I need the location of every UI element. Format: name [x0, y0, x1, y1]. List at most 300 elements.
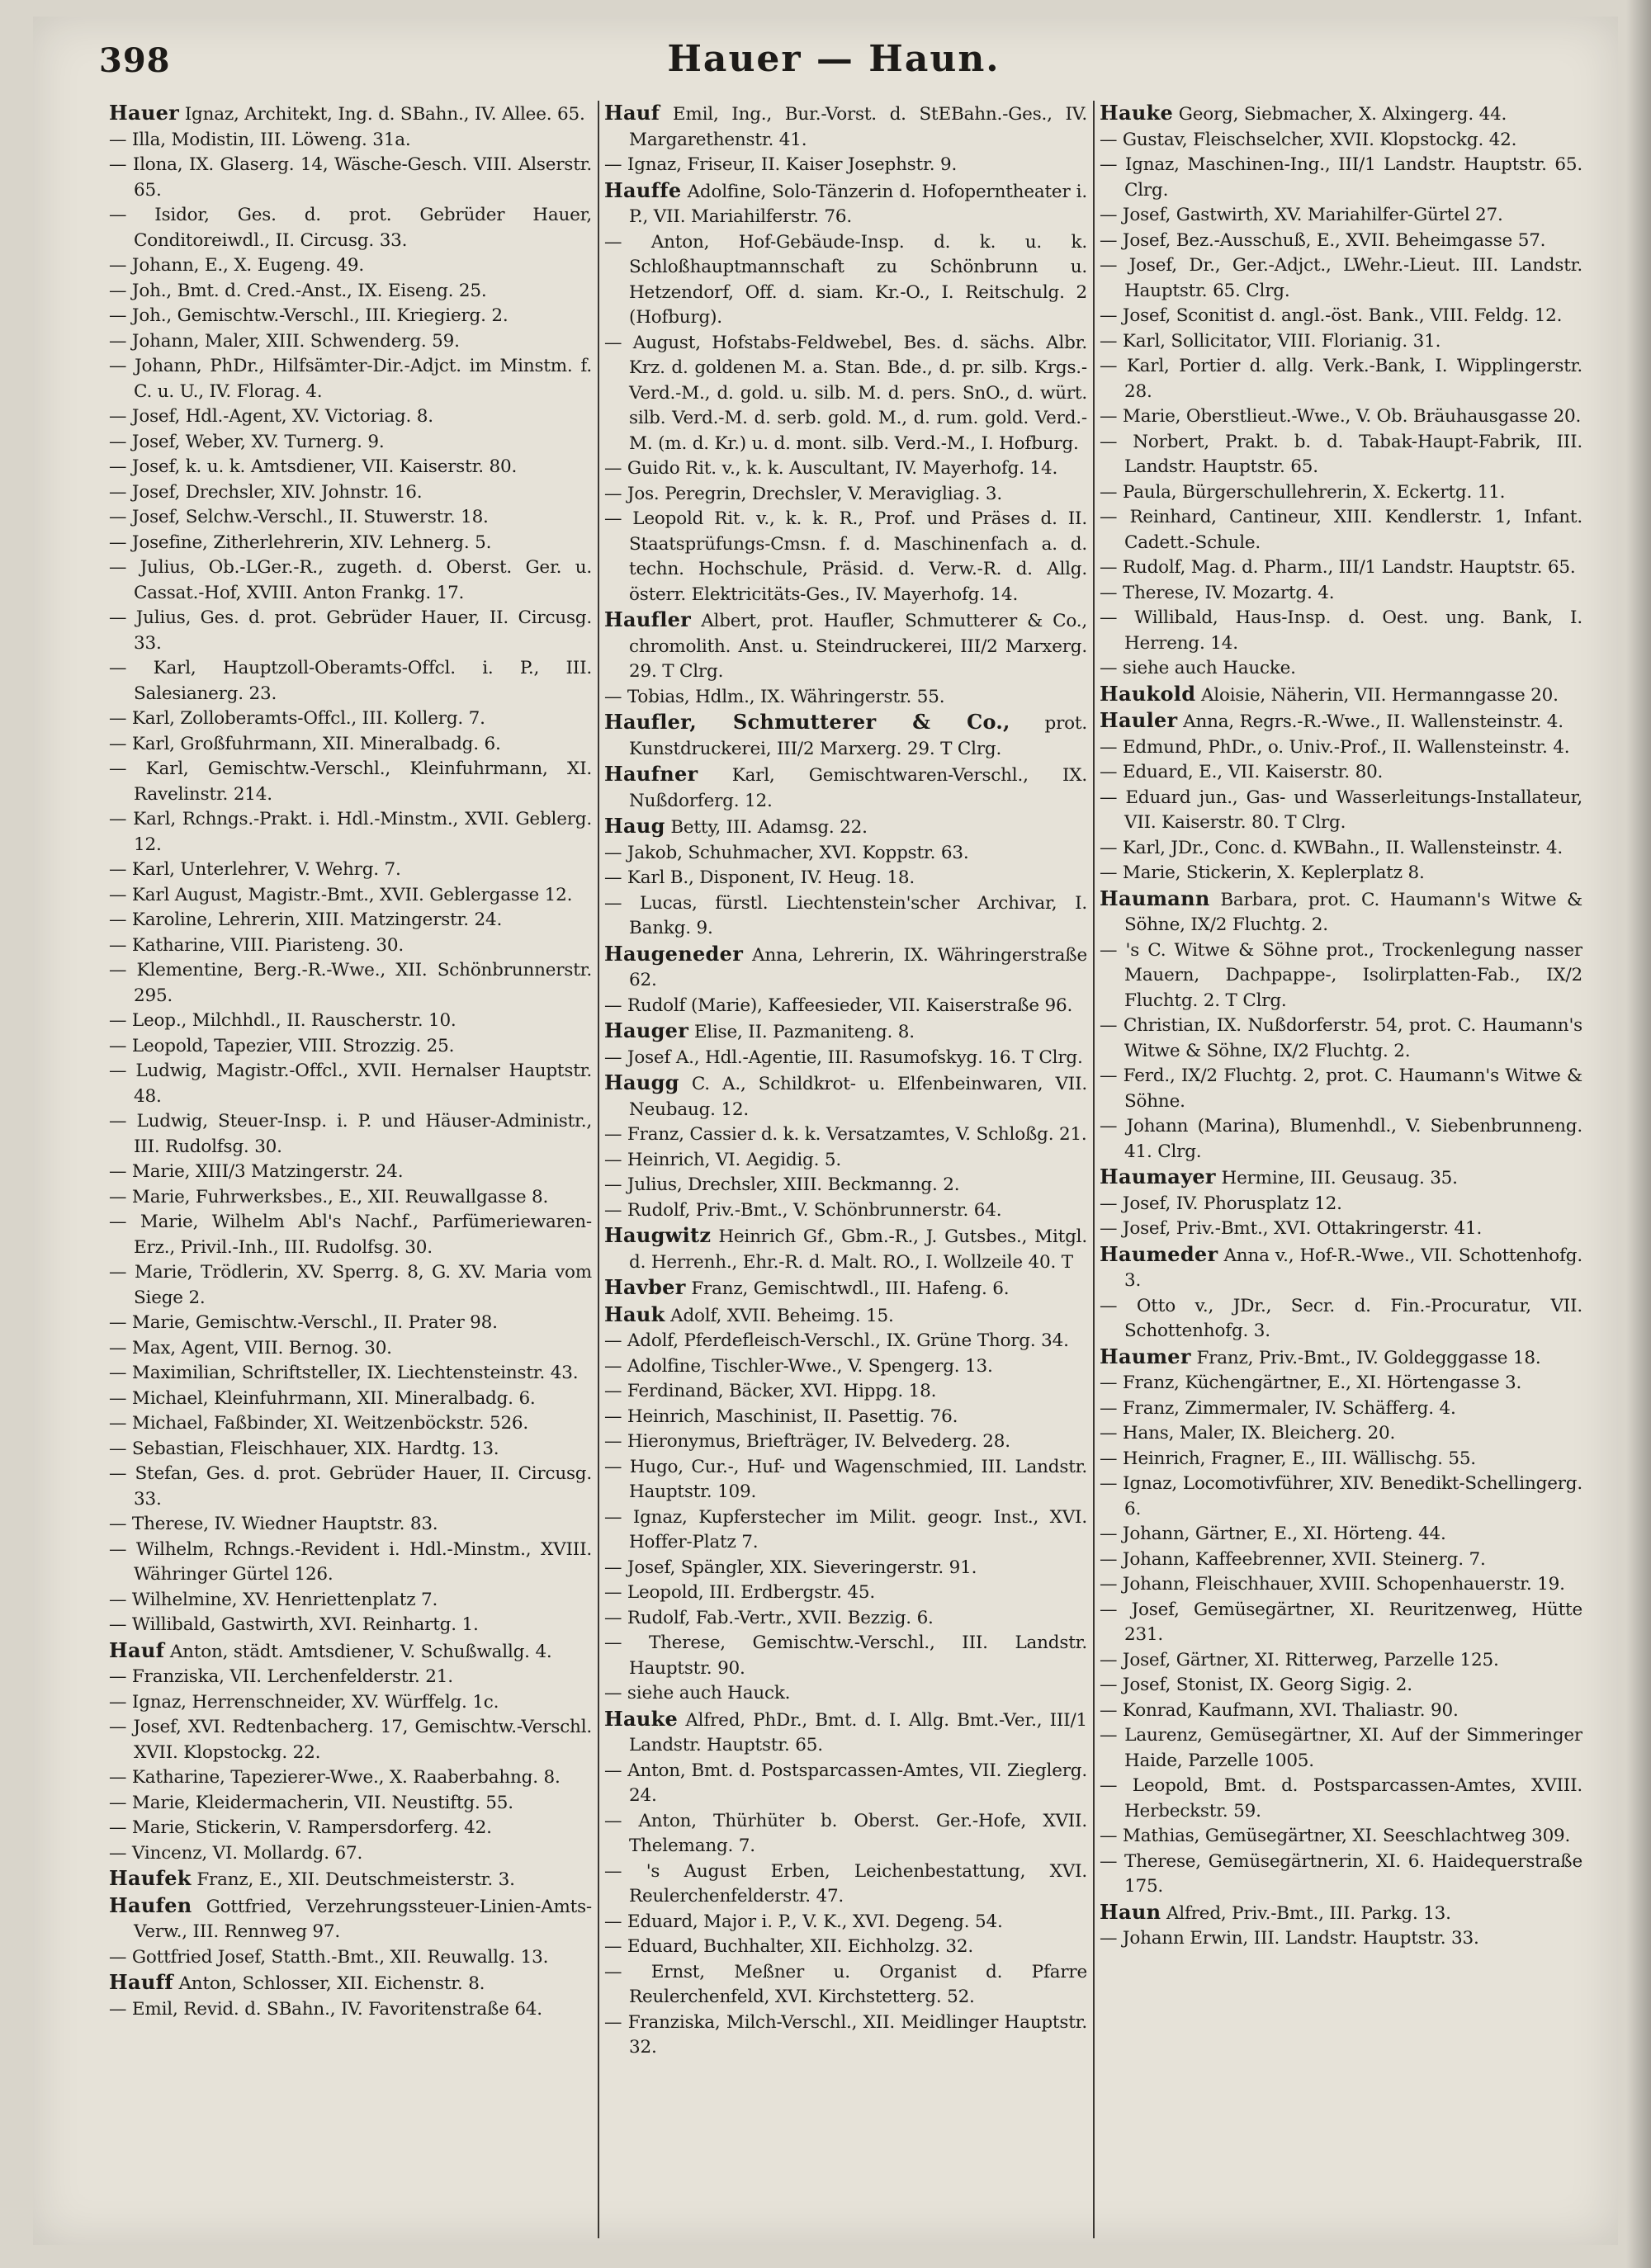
- entry-details: Anna, Lehrerin, IX. Währingerstraße 62.: [629, 944, 1087, 990]
- entry-details: — Adolf, Pferdefleisch-Verschl., IX. Grüne Thorg. 34.: [604, 1330, 1069, 1351]
- entry-surname: Haufen: [109, 1892, 192, 1917]
- directory-entry: [1100, 1850, 1582, 1900]
- directory-entry: [1100, 1699, 1582, 1724]
- directory-entry: [604, 1379, 1087, 1405]
- entry-details: Albert, prot. Haufler, Schmutterer & Co., chromolith. Anst. u. Steindruckerei, III/2 Marxerg. 29. T Clrg.: [629, 611, 1087, 682]
- entry-surname: Haumeder: [1100, 1241, 1218, 1266]
- entry-details: — Otto v., JDr., Secr. d. Fin.-Procuratur, VII. Schottenhofg. 3.: [1100, 1295, 1582, 1341]
- entry-details: — Illa, Modistin, III. Löweng. 31a.: [109, 129, 411, 150]
- entry-details: — Emil, Revid. d. SBahn., IV. Favoritenstraße 64.: [109, 1998, 542, 2020]
- directory-entry: [604, 1505, 1087, 1556]
- directory-entry: [1100, 682, 1582, 709]
- entry-details: — Tobias, Hdlm., IX. Währingerstr. 55.: [604, 686, 945, 707]
- entry-surname: Haufler: [604, 607, 692, 631]
- entry-surname: Haumer: [1100, 1344, 1191, 1368]
- entry-details: — Heinrich, Fragner, E., III. Wällischg. 55.: [1100, 1448, 1476, 1469]
- entry-surname: Havber: [604, 1275, 686, 1299]
- entry-details: — Josef, Weber, XV. Turnerg. 9.: [109, 431, 385, 452]
- directory-entry: [109, 757, 592, 807]
- directory-entry: [604, 942, 1087, 994]
- directory-entry: [109, 732, 592, 758]
- directory-entry: [109, 1945, 592, 1971]
- entry-details: — Eduard, Major i. P., V. K., XVI. Degeng. 54.: [604, 1911, 1003, 1932]
- entry-details: — Mathias, Gemüsegärtner, XI. Seeschlachtweg 309.: [1100, 1826, 1571, 1846]
- entry-details: — Karl, Sollicitator, VIII. Florianig. 31.: [1100, 330, 1441, 352]
- directory-entry: [109, 1311, 592, 1336]
- directory-entry: [604, 1070, 1087, 1122]
- entry-details: — Marie, Wilhelm Abl's Nachf., Parfümeriewaren-Erz., Privil.-Inh., III. Rudolfsg. 30.: [109, 1212, 592, 1258]
- directory-entry: [109, 404, 592, 430]
- directory-entry: [109, 1765, 592, 1791]
- directory-entry: [1100, 1522, 1582, 1547]
- entry-details: — Eduard jun., Gas- und Wasserleitungs-Installateur, VII. Kaiserstr. 80. T Clrg.: [1100, 787, 1582, 833]
- directory-entry: [604, 1556, 1087, 1581]
- directory-entry: [109, 279, 592, 305]
- directory-entry: [604, 841, 1087, 867]
- directory-entry: [109, 1437, 592, 1462]
- entry-details: — Ludwig, Steuer-Insp. i. P. und Häuser-Administr., III. Rudolfsg. 30.: [109, 1111, 592, 1157]
- entry-details: — Therese, Gemüsegärtnerin, XI. 6. Haidequerstraße 175.: [1100, 1850, 1582, 1897]
- directory-entry: [1100, 1294, 1582, 1344]
- entry-surname: Haumayer: [1100, 1165, 1216, 1188]
- directory-entry: [1100, 404, 1582, 430]
- entry-details: — Joh., Gemischtw.-Verschl., III. Kriegierg. 2.: [109, 305, 509, 326]
- entry-details: — Karl, Gemischtw.-Verschl., Kleinfuhrmann, XI. Ravelinstr. 214.: [109, 758, 592, 805]
- directory-entry: [604, 710, 1087, 762]
- entry-details: — Marie, Stickerin, V. Rampersdorferg. 42.: [109, 1817, 492, 1838]
- directory-entry: [604, 1046, 1087, 1071]
- entry-details: — Josef, Hdl.-Agent, XV. Victoriag. 8.: [109, 406, 433, 427]
- directory-entry: [1100, 505, 1582, 555]
- directory-entry: [1100, 1447, 1582, 1472]
- entry-details: — Marie, Gemischtw.-Verschl., II. Prater 98.: [109, 1312, 498, 1333]
- directory-entry: [1100, 1673, 1582, 1699]
- directory-entry: [109, 1690, 592, 1716]
- directory-entry: [604, 1759, 1087, 1809]
- directory-entry: [1100, 1064, 1582, 1114]
- entry-details: — Gustav, Fleischselcher, XVII. Klopstockg. 42.: [1100, 129, 1517, 150]
- entry-details: — Laurenz, Gemüsegärtner, XI. Auf der Simmeringer Haide, Parzelle 1005.: [1100, 1725, 1582, 1771]
- entry-details: — Stefan, Ges. d. prot. Gebrüder Hauer, II. Circusg. 33.: [109, 1463, 592, 1510]
- entry-details: — Josef, Stonist, IX. Georg Sigig. 2.: [1100, 1675, 1412, 1695]
- entry-details: — Rudolf (Marie), Kaffeesieder, VII. Kaiserstraße 96.: [604, 995, 1073, 1016]
- directory-entry: [109, 1893, 592, 1945]
- directory-entry: [1100, 480, 1582, 506]
- directory-entry: [1100, 1114, 1582, 1165]
- directory-entry: [604, 814, 1087, 841]
- entry-details: — Hieronymus, Briefträger, IV. Belvederg. 28.: [604, 1431, 1010, 1452]
- entry-details: — 's August Erben, Leichenbestattung, XVI. Reulerchenfelderstr. 47.: [604, 1860, 1087, 1907]
- directory-entry: [604, 1148, 1087, 1174]
- directory-entry: [109, 1866, 592, 1893]
- directory-entry: [109, 958, 592, 1009]
- entry-details: — Karl, Portier d. allg. Verk.-Bank, I. Wipplingerstr. 28.: [1100, 356, 1582, 402]
- directory-entry: [1100, 1572, 1582, 1598]
- entry-details: — Jakob, Schuhmacher, XVI. Koppstr. 63.: [604, 842, 969, 863]
- entry-details: Franz, E., XII. Deutschmeisterstr. 3.: [196, 1869, 515, 1890]
- directory-entry: [109, 101, 592, 128]
- entry-surname: Haugwitz: [604, 1223, 712, 1247]
- directory-entry: [1100, 1547, 1582, 1573]
- directory-entry: [109, 807, 592, 858]
- entry-details: — Franziska, Milch-Verschl., XII. Meidlinger Hauptstr. 32.: [604, 2011, 1087, 2058]
- entry-surname: Hauf: [109, 1637, 165, 1662]
- entry-details: — Katharine, VIII. Piaristeng. 30.: [109, 934, 404, 956]
- entry-details: — Heinrich, VI. Aegidig. 5.: [604, 1149, 842, 1170]
- directory-entry: [109, 1715, 592, 1765]
- entry-details: — Josef, XVI. Redtenbacherg. 17, Gemischtw.-Verschl. XVII. Klopstockg. 22.: [109, 1717, 592, 1763]
- directory-entry: [1100, 735, 1582, 761]
- entry-details: — Karoline, Lehrerin, XIII. Matzingerstr. 24.: [109, 910, 503, 930]
- binding-shadow: [1626, 0, 1651, 2268]
- directory-entry: [109, 1260, 592, 1311]
- directory-entry: [109, 1791, 592, 1817]
- directory-entry: [109, 1160, 592, 1185]
- entry-details: — Franziska, VII. Lerchenfelderstr. 21.: [109, 1666, 453, 1687]
- directory-entry: [109, 1665, 592, 1690]
- entry-details: — Karl, Rchngs.-Prakt. i. Hdl.-Minstm., XVII. Geblerg. 12.: [109, 809, 592, 855]
- directory-entry: [604, 1606, 1087, 1632]
- directory-entry: [604, 1455, 1087, 1505]
- directory-entry: [109, 153, 592, 203]
- directory-entry: [1100, 1472, 1582, 1522]
- directory-entry: [1100, 886, 1582, 938]
- directory-entry: [604, 1960, 1087, 2010]
- entry-details: Franz, Priv.-Bmt., IV. Goldegggasse 18.: [1196, 1347, 1541, 1368]
- entry-details: — Anton, Bmt. d. Postsparcassen-Amtes, VII. Zieglerg. 24.: [604, 1760, 1087, 1806]
- directory-entry: [109, 1411, 592, 1437]
- entry-details: — Josef, Drechsler, XIV. Johnstr. 16.: [109, 481, 423, 503]
- entry-details: C. A., Schildkrot- u. Elfenbeinwaren, VII. Neubaug. 12.: [629, 1074, 1087, 1120]
- entry-details: — Ludwig, Magistr.-Offcl., XVII. Hernalser Hauptstr. 48.: [109, 1061, 592, 1107]
- directory-entry: [1100, 1598, 1582, 1648]
- directory-entry: [1100, 581, 1582, 607]
- entry-details: Aloisie, Näherin, VII. Hermanngasse 20.: [1200, 684, 1559, 706]
- column-divider: [1093, 101, 1095, 2238]
- entry-details: Gottfried, Verzehrungssteuer-Linien-Amts-Verw., III. Rennweg 97.: [134, 1896, 592, 1942]
- entry-details: — Franz, Zimmermaler, IV. Schäfferg. 4.: [1100, 1397, 1456, 1419]
- entry-details: Franz, Gemischtwdl., III. Hafeng. 6.: [691, 1278, 1010, 1299]
- directory-entry: [109, 858, 592, 883]
- entry-details: — Michael, Kleinfuhrmann, XII. Mineralbadg. 6.: [109, 1387, 536, 1409]
- entry-details: — Karl August, Magistr.-Bmt., XVII. Geblergasse 12.: [109, 884, 573, 905]
- directory-entry: [109, 430, 592, 456]
- directory-entry: [109, 933, 592, 959]
- directory-entry: [1100, 1774, 1582, 1824]
- entry-details: Alfred, PhDr., Bmt. d. I. Allg. Bmt.-Ver., III/1 Landstr. Hauptstr. 65.: [629, 1709, 1087, 1755]
- entry-details: — Josef, Spängler, XIX. Sieveringerstr. 91.: [604, 1557, 977, 1578]
- entry-details: Emil, Ing., Bur.-Vorst. d. StEBahn.-Ges., IV. Margarethenstr. 41.: [629, 104, 1087, 150]
- entry-details: Anton, städt. Amtsdiener, V. Schußwallg. 4.: [169, 1641, 552, 1662]
- entry-details: — Josef, Gärtner, XI. Ritterweg, Parzelle 125.: [1100, 1649, 1499, 1670]
- entry-details: — Rudolf, Mag. d. Pharm., III/1 Landstr. Hauptstr. 65.: [1100, 557, 1576, 578]
- directory-entry: [1100, 354, 1582, 404]
- directory-entry: [604, 456, 1087, 482]
- entry-details: — Wilhelm, Rchngs.-Revident i. Hdl.-Minstm., XVIII. Währinger Gürtel 126.: [109, 1538, 592, 1585]
- entry-details: — Guido Rit. v., k. k. Auscultant, IV. Mayerhofg. 14.: [604, 458, 1058, 479]
- directory-entry: [604, 762, 1087, 814]
- entry-surname: Haumann: [1100, 886, 1210, 910]
- entry-details: — Josef, IV. Phorusplatz 12.: [1100, 1193, 1342, 1214]
- directory-entry: [1100, 304, 1582, 329]
- entry-details: — Lucas, fürstl. Liechtenstein'scher Archivar, I. Bankg. 9.: [604, 892, 1087, 938]
- directory-entry: [1100, 938, 1582, 1014]
- entry-details: Barbara, prot. C. Haumann's Witwe & Söhne, IX/2 Fluchtg. 2.: [1124, 889, 1582, 935]
- entry-details: — Josef, Gemüsegärtner, XI. Reuritzenweg, Hütte 231.: [1100, 1599, 1582, 1645]
- directory-entry: [1100, 329, 1582, 355]
- directory-entry: [1100, 128, 1582, 154]
- entry-details: Anton, Schlosser, XII. Eichenstr. 8.: [178, 1973, 485, 1994]
- directory-entry: [604, 507, 1087, 607]
- column-3: [1100, 101, 1582, 2238]
- entry-details: — August, Hofstabs-Feldwebel, Bes. d. sächs. Albr. Krz. d. goldenen M. a. Stan. Bde., d. pr. silb. Krgs.-Verd.-M., d. gold. u. silb. M. d. pers. SnO., d. würt. silb. Verd.-M. d. serb. gold. M., d. rum. gold. Verd.-M. (m. d. Kr.) u. d. mont. silb. Verd.-M., I. Hofburg.: [604, 332, 1087, 454]
- directory-entry: [109, 329, 592, 355]
- entry-surname: Haufler, Schmutterer & Co.,: [604, 710, 1010, 734]
- entry-details: — Leopold Rit. v., k. k. R., Prof. und Präses d. II. Staatsprüfungs-Cmsn. f. d. Maschinenfach a. d. techn. Hochschule, Präsid. d. Verw.-R. d. Allg. österr. Elektricitäts-Ges., IV. Mayerhofg. 14.: [604, 508, 1087, 605]
- directory-entry: [109, 480, 592, 506]
- entry-details: — Eduard, E., VII. Kaiserstr. 80.: [1100, 762, 1384, 782]
- directory-entry: [1100, 1242, 1582, 1294]
- entry-surname: Hauk: [604, 1302, 665, 1326]
- entry-details: — Julius, Ges. d. prot. Gebrüder Hauer, II. Circusg. 33.: [109, 607, 592, 654]
- directory-entry: [1100, 1421, 1582, 1447]
- directory-entry: [109, 1059, 592, 1109]
- directory-entry: [109, 1361, 592, 1387]
- entry-details: — Wilhelmine, XV. Henriettenplatz 7.: [109, 1589, 438, 1610]
- entry-details: — Ignaz, Maschinen-Ing., III/1 Landstr. Hauptstr. 65. Clrg.: [1100, 154, 1582, 201]
- entry-details: — Sebastian, Fleischhauer, XIX. Hardtg. 13.: [109, 1438, 499, 1459]
- entry-details: — 's C. Witwe & Söhne prot., Trockenlegung nasser Mauern, Dachpappe-, Isolirplatten-Fab., IX/2 Fluchtg. 2. T Clrg.: [1100, 939, 1582, 1011]
- entry-details: — Josef, k. u. k. Amtsdiener, VII. Kaiserstr. 80.: [109, 456, 518, 477]
- entry-details: — Reinhard, Cantineur, XIII. Kendlerstr. 1, Infant. Cadett.-Schule.: [1100, 507, 1582, 553]
- directory-entry: [109, 1512, 592, 1538]
- directory-entry: [1100, 253, 1582, 304]
- directory-entry: [1100, 1344, 1582, 1372]
- directory-entry: [604, 101, 1087, 153]
- directory-entry: [109, 354, 592, 404]
- directory-entry: [109, 883, 592, 909]
- directory-entry: [604, 1018, 1087, 1046]
- directory-entry: [604, 1681, 1087, 1707]
- entry-details: — siehe auch Haucke.: [1100, 658, 1296, 678]
- entry-details: — Julius, Ob.-LGer.-R., zugeth. d. Oberst. Ger. u. Cassat.-Hof, XVIII. Anton Frankg. 17.: [109, 557, 592, 603]
- running-head: Hauer — Haun.: [667, 38, 1001, 80]
- directory-entry: [109, 128, 592, 154]
- entry-details: — Marie, Fuhrwerksbes., E., XII. Reuwallgasse 8.: [109, 1186, 549, 1207]
- entry-details: — Johann, Maler, XIII. Schwenderg. 59.: [109, 330, 460, 352]
- directory-entry: [109, 1185, 592, 1211]
- directory-entry: [604, 1429, 1087, 1455]
- entry-surname: Haun: [1100, 1899, 1161, 1924]
- entry-surname: Haugg: [604, 1070, 679, 1094]
- entry-details: Anna, Regrs.-R.-Wwe., II. Wallensteinstr. 4.: [1183, 711, 1563, 732]
- directory-entry: [604, 1809, 1087, 1859]
- entry-details: — Marie, Trödlerin, XV. Sperrg. 8, G. XV. Maria vom Siege 2.: [109, 1262, 592, 1308]
- directory-entry: [1100, 708, 1582, 735]
- entry-details: — Karl, JDr., Conc. d. KWBahn., II. Wallensteinstr. 4.: [1100, 837, 1563, 858]
- directory-entry: [109, 455, 592, 480]
- entry-details: — Klementine, Berg.-R.-Wwe., XII. Schönbrunnerstr. 295.: [109, 960, 592, 1006]
- directory-entry: [1100, 656, 1582, 682]
- entry-surname: Haufek: [109, 1866, 192, 1890]
- entry-details: — Marie, XIII/3 Matzingerstr. 24.: [109, 1161, 404, 1182]
- entry-details: — Ferd., IX/2 Fluchtg. 2, prot. C. Haumann's Witwe & Söhne.: [1100, 1065, 1582, 1112]
- entry-details: — Jos. Peregrin, Drechsler, V. Meravigliag. 3.: [604, 483, 1002, 504]
- directory-entry: [1100, 1165, 1582, 1192]
- directory-entry: [604, 482, 1087, 508]
- entry-details: — Leopold, Bmt. d. Postsparcassen-Amtes, XVIII. Herbeckstr. 59.: [1100, 1775, 1582, 1821]
- entry-surname: Haug: [604, 814, 665, 838]
- directory-entry: [604, 607, 1087, 685]
- directory-entry: [109, 203, 592, 253]
- directory-entry: [604, 1122, 1087, 1148]
- directory-entry: [1100, 430, 1582, 480]
- entry-details: — Karl, Großfuhrmann, XII. Mineralbadg. 6.: [109, 733, 501, 754]
- entry-details: — Norbert, Prakt. b. d. Tabak-Haupt-Fabrik, III. Landstr. Hauptstr. 65.: [1100, 431, 1582, 477]
- directory-entry: [604, 1198, 1087, 1224]
- directory-entry: [109, 1538, 592, 1588]
- entry-details: — Vincenz, VI. Mollardg. 67.: [109, 1842, 363, 1864]
- entry-details: — Ignaz, Herrenschneider, XV. Würffelg. 1c.: [109, 1691, 499, 1713]
- entry-details: — Franz, Küchengärtner, E., XI. Hörtengasse 3.: [1100, 1373, 1522, 1393]
- entry-details: — Josef, Gastwirth, XV. Mariahilfer-Gürtel 27.: [1100, 205, 1503, 225]
- entry-details: — Karl, Zolloberamts-Offcl., III. Kollerg. 7.: [109, 708, 485, 729]
- entry-details: — Max, Agent, VIII. Bernog. 30.: [109, 1337, 392, 1358]
- entry-surname: Hauer: [109, 101, 180, 125]
- page-header: [74, 35, 1593, 92]
- directory-entry: [1100, 1900, 1582, 1927]
- entry-details: — Johann Erwin, III. Landstr. Hauptstr. 33.: [1100, 1928, 1479, 1949]
- directory-entry: [1100, 1192, 1582, 1217]
- column-divider: [598, 101, 599, 2238]
- directory-entry: [109, 1387, 592, 1412]
- entry-surname: Hauf: [604, 101, 660, 125]
- entry-surname: Hauger: [604, 1018, 689, 1042]
- entry-details: — Johann, Kaffeebrenner, XVII. Steinerg. 7.: [1100, 1548, 1486, 1570]
- entry-details: — Paula, Bürgerschullehrerin, X. Eckertg. 11.: [1100, 481, 1506, 503]
- directory-entry: [604, 1329, 1087, 1354]
- directory-entry: [1100, 1014, 1582, 1064]
- entry-details: Alfred, Priv.-Bmt., III. Parkg. 13.: [1166, 1902, 1451, 1924]
- directory-entry: [109, 1336, 592, 1362]
- directory-entry: [109, 1841, 592, 1867]
- directory-entry: [109, 706, 592, 732]
- directory-entry: [1100, 1371, 1582, 1396]
- directory-entry: [604, 1859, 1087, 1910]
- entry-details: — Josefine, Zitherlehrerin, XIV. Lehnerg. 5.: [109, 532, 492, 553]
- entry-details: prot. Kunstdruckerei, III/2 Marxerg. 29. T Clrg.: [629, 713, 1087, 759]
- directory-entry: [604, 331, 1087, 457]
- entry-details: — Adolfine, Tischler-Wwe., V. Spengerg. 13.: [604, 1355, 993, 1377]
- directory-entry: [109, 606, 592, 656]
- entry-details: — Josef, Bez.-Ausschuß, E., XVII. Beheimgasse 57.: [1100, 229, 1546, 251]
- directory-entry: [109, 555, 592, 606]
- entry-details: — Katharine, Tapezierer-Wwe., X. Raaberbahng. 8.: [109, 1767, 561, 1788]
- directory-entry: [604, 1405, 1087, 1430]
- directory-entry: [109, 1034, 592, 1060]
- entry-details: — Josef, Selchw.-Verschl., II. Stuwerstr. 18.: [109, 507, 489, 527]
- directory-entry: [109, 1816, 592, 1841]
- entry-details: — Willibald, Haus-Insp. d. Oest. ung. Bank, I. Herreng. 14.: [1100, 607, 1582, 654]
- directory-entry: [109, 1997, 592, 2023]
- entry-details: Georg, Siebmacher, X. Alxingerg. 44.: [1178, 104, 1507, 125]
- entry-details: — Leop., Milchhdl., II. Rauscherstr. 10.: [109, 1010, 457, 1031]
- directory-entry: [109, 1009, 592, 1034]
- entry-details: — Christian, IX. Nußdorferstr. 54, prot. C. Haumann's Witwe & Söhne, IX/2 Fluchtg. 2.: [1100, 1015, 1582, 1061]
- directory-entry: [1100, 153, 1582, 203]
- entry-surname: Haukold: [1100, 681, 1196, 706]
- directory-entry: [604, 1631, 1087, 1681]
- directory-entry: [604, 153, 1087, 178]
- entry-surname: Haufner: [604, 762, 698, 786]
- directory-entry: [604, 2010, 1087, 2061]
- entry-details: — Johann (Marina), Blumenhdl., V. Siebenbrunneng. 41. Clrg.: [1100, 1116, 1582, 1162]
- entry-details: — Johann, PhDr., Hilfsämter-Dir.-Adjct. im Minstm. f. C. u. U., IV. Florag. 4.: [109, 356, 592, 402]
- directory-entry: [1100, 1396, 1582, 1422]
- entry-surname: Hauff: [109, 1970, 173, 1994]
- entry-details: Hermine, III. Geusaug. 35.: [1221, 1168, 1458, 1188]
- entry-details: — Anton, Hof-Gebäude-Insp. d. k. u. k. Schloßhauptmannschaft zu Schönbrunn u. Hetzendorf, Off. d. siam. Kr.-O., I. Reitschulg. 2 (Hofburg).: [604, 231, 1087, 328]
- directory-entry: [604, 1275, 1087, 1302]
- entry-details: — Karl, Hauptzoll-Oberamts-Offcl. i. P., III. Salesianerg. 23.: [109, 658, 592, 704]
- directory-entry: [109, 908, 592, 933]
- entry-details: Karl, Gemischtwaren-Verschl., IX. Nußdorferg. 12.: [629, 765, 1087, 811]
- entry-details: — Eduard, Buchhalter, XII. Eichholzg. 32.: [604, 1936, 974, 1957]
- directory-entry: [109, 656, 592, 706]
- entry-details: — Konrad, Kaufmann, XVI. Thaliastr. 90.: [1100, 1699, 1459, 1721]
- directory-entry: [109, 1638, 592, 1666]
- directory-entry: [604, 1223, 1087, 1275]
- directory-entry: [604, 1354, 1087, 1380]
- directory-columns: [109, 101, 1601, 2238]
- directory-entry: [1100, 1723, 1582, 1774]
- directory-entry: [109, 304, 592, 329]
- entry-details: — Joh., Bmt. d. Cred.-Anst., IX. Eiseng. 25.: [109, 280, 487, 301]
- entry-surname: Hauler: [1100, 708, 1178, 732]
- directory-entry: [1100, 555, 1582, 581]
- entry-surname: Hauffe: [604, 177, 682, 202]
- directory-entry: [604, 891, 1087, 942]
- entry-details: — Hugo, Cur.-, Huf- und Wagenschmied, III. Landstr. Hauptstr. 109.: [604, 1456, 1087, 1502]
- entry-details: — Ignaz, Locomotivführer, XIV. Benedikt-Schellingerg. 6.: [1100, 1473, 1582, 1519]
- entry-details: — Therese, IV. Wiedner Hauptstr. 83.: [109, 1514, 438, 1534]
- directory-entry: [604, 1581, 1087, 1606]
- directory-entry: [1100, 1217, 1582, 1242]
- entry-surname: Haugeneder: [604, 941, 744, 966]
- entry-details: — Marie, Kleidermacherin, VII. Neustiftg. 55.: [109, 1792, 513, 1813]
- entry-details: — Ilona, IX. Glaserg. 14, Wäsche-Gesch. VIII. Alserstr. 65.: [109, 154, 592, 201]
- directory-entry: [1100, 203, 1582, 229]
- entry-details: — Rudolf, Priv.-Bmt., V. Schönbrunnerstr. 64.: [604, 1199, 1002, 1221]
- entry-details: — Isidor, Ges. d. prot. Gebrüder Hauer, Conditoreiwdl., II. Circusg. 33.: [109, 205, 592, 251]
- entry-details: Adolf, XVII. Beheimg. 15.: [670, 1305, 894, 1326]
- entry-details: — Leopold, III. Erdbergstr. 45.: [604, 1582, 875, 1603]
- directory-entry: [604, 1707, 1087, 1759]
- entry-surname: Hauke: [604, 1706, 679, 1731]
- directory-entry: [604, 1910, 1087, 1935]
- entry-details: Adolfine, Solo-Tänzerin d. Hofoperntheater i. P., VII. Mariahilferstr. 76.: [629, 181, 1087, 227]
- entry-details: Anna v., Hof-R.-Wwe., VII. Schottenhofg. 3.: [1124, 1245, 1582, 1291]
- directory-entry: [109, 253, 592, 279]
- entry-details: — Johann, Fleischhauer, XVIII. Schopenhauerstr. 19.: [1100, 1574, 1565, 1595]
- entry-details: — Karl, Unterlehrer, V. Wehrg. 7.: [109, 859, 401, 880]
- entry-details: — Heinrich, Maschinist, II. Pasettig. 76.: [604, 1406, 958, 1427]
- entry-details: — Marie, Stickerin, X. Keplerplatz 8.: [1100, 862, 1425, 883]
- directory-entry: [1100, 1926, 1582, 1952]
- directory-entry: [109, 1970, 592, 1997]
- entry-details: — Julius, Drechsler, XIII. Beckmanng. 2.: [604, 1174, 960, 1195]
- directory-entry: [1100, 786, 1582, 836]
